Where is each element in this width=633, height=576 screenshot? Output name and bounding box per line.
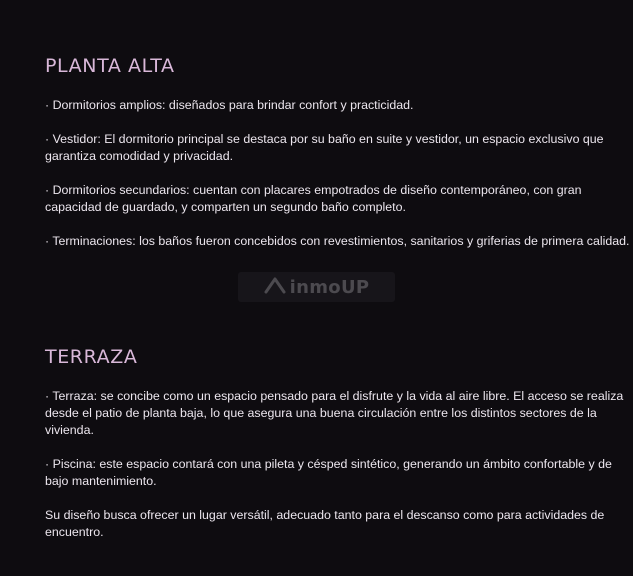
planta-alta-section — [45, 55, 630, 250]
vestidor-text: · Vestidor: El dormitorio principal se destaca por su baño en suite y vestidor, un espacio exclusivo que garantiza comodidad y privacidad. — [45, 132, 604, 163]
inmoup-watermark — [238, 272, 395, 302]
dormitorios-amplios-text: · Dormitorios amplios: diseñados para brindar confort y practicidad. — [45, 98, 414, 112]
terraza-section — [45, 346, 630, 541]
terminaciones-text: · Terminaciones: los baños fueron concebidos con revestimientos, sanitarios y griferias de primera calidad. — [45, 234, 630, 248]
house-roof-icon — [264, 276, 286, 298]
planta-alta-heading: PLANTA ALTA — [45, 55, 175, 77]
terraza-text: · Terraza: se concibe como un espacio pensado para el disfrute y la vida al aire libre. El acceso se realiza desde el patio de planta baja, lo que asegura una buena circulación entre los distintos sectores de la vivienda. — [45, 389, 624, 437]
watermark-logo-text: inmoUP — [289, 276, 370, 298]
piscina-text: · Piscina: este espacio contará con una pileta y césped sintético, generando un ámbito confortable y de bajo mantenimiento. — [45, 457, 612, 488]
dormitorios-secundarios-text: · Dormitorios secundarios: cuentan con placares empotrados de diseño contemporáneo, con gran capacidad de guardado, y comparten un segundo baño completo. — [45, 183, 582, 214]
terraza-heading: TERRAZA — [45, 346, 138, 368]
diseno-text: Su diseño busca ofrecer un lugar versátil, adecuado tanto para el descanso como para actividades de encuentro. — [45, 508, 605, 539]
